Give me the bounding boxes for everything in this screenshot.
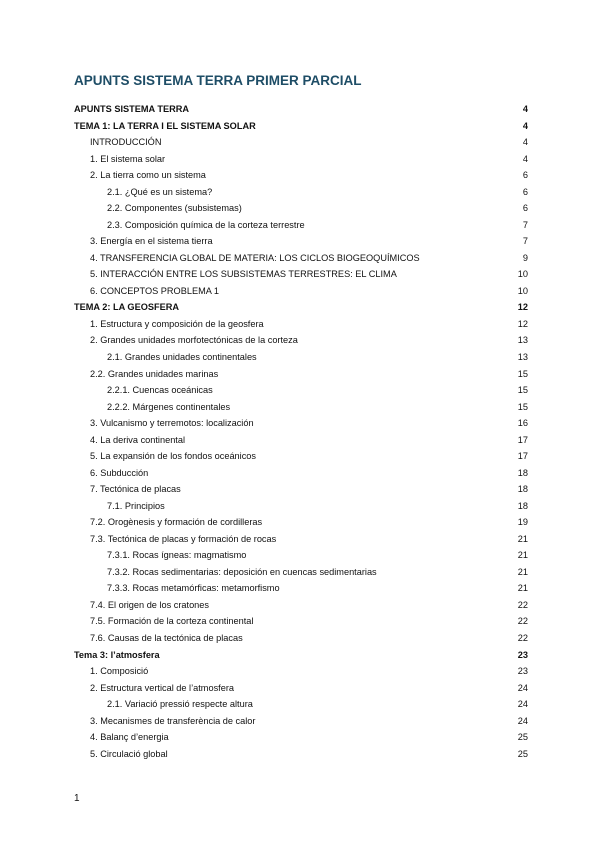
- toc-entry-title: TEMA 1: LA TERRA I EL SISTEMA SOLAR: [74, 120, 256, 131]
- toc-entry[interactable]: [74, 233, 528, 250]
- toc-entry[interactable]: [74, 663, 528, 680]
- toc-entry-title: 2.1. ¿Qué es un sistema?: [107, 186, 213, 197]
- toc-entry-page: 12: [517, 302, 528, 313]
- toc-entry[interactable]: [74, 167, 528, 184]
- toc-entry-page: 22: [517, 599, 528, 610]
- toc-entry-title: 1. El sistema solar: [90, 153, 166, 164]
- toc-entry-page: 21: [517, 583, 528, 594]
- toc-entry[interactable]: [74, 266, 528, 283]
- toc-entry[interactable]: [74, 564, 528, 581]
- toc-entry-page: 18: [517, 484, 528, 495]
- toc-entry-page: 7: [522, 219, 528, 230]
- toc-entry-title: INTRODUCCIÓN: [90, 137, 162, 148]
- toc-entry-title: 2.2.1. Cuencas oceánicas: [107, 385, 213, 396]
- toc-entry-title: 2. Grandes unidades morfotectónicas de la corteza: [90, 335, 298, 346]
- toc-entry-title: 3. Mecanismes de transferència de calor: [90, 715, 256, 726]
- toc-entry[interactable]: [74, 647, 528, 664]
- toc-entry-title: 5. INTERACCIÓN ENTRE LOS SUBSISTEMAS TERRESTRES: EL CLIMA: [90, 269, 397, 280]
- toc-entry[interactable]: [74, 547, 528, 564]
- toc-entry[interactable]: [74, 713, 528, 730]
- toc-entry-page: 10: [517, 269, 528, 280]
- toc-entry-page: 4: [522, 137, 528, 148]
- toc-entry-page: 24: [517, 699, 528, 710]
- toc-entry-title: 5. Circulació global: [90, 748, 168, 759]
- toc-entry-page: 12: [517, 318, 528, 329]
- toc-entry-page: 25: [517, 748, 528, 759]
- toc-entry-page: 16: [517, 418, 528, 429]
- toc-entry[interactable]: [74, 531, 528, 548]
- toc-entry-page: 24: [517, 715, 528, 726]
- toc-entry-page: 7: [522, 236, 528, 247]
- toc-entry-title: 2. Estructura vertical de l’atmosfera: [90, 682, 234, 693]
- toc-entry-title: 4. Balanç d’energia: [90, 732, 169, 743]
- toc-entry[interactable]: [74, 613, 528, 630]
- toc-entry[interactable]: [74, 118, 528, 135]
- toc-entry[interactable]: [74, 200, 528, 217]
- toc-entry-title: 7. Tectónica de placas: [90, 484, 181, 495]
- toc-entry-title: 5. La expansión de los fondos oceánicos: [90, 451, 257, 462]
- toc-entry-page: 23: [517, 666, 528, 677]
- toc-entry-title: 2.2. Componentes (subsistemas): [107, 203, 242, 214]
- toc-entry[interactable]: [74, 332, 528, 349]
- toc-entry-title: 7.4. El origen de los cratones: [90, 599, 209, 610]
- toc-entry[interactable]: [74, 432, 528, 449]
- toc-entry-page: 17: [517, 434, 528, 445]
- toc-entry-title: 7.1. Principios: [107, 500, 165, 511]
- toc-entry-page: 22: [517, 616, 528, 627]
- toc-entry-title: Tema 3: l’atmosfera: [74, 649, 160, 660]
- toc-entry[interactable]: [74, 399, 528, 416]
- toc-entry-title: 7.3.2. Rocas sedimentarias: deposición en cuencas sedimentarias: [107, 566, 377, 577]
- toc-entry[interactable]: [74, 184, 528, 201]
- toc-entry-title: 7.2. Orogènesis y formación de cordilleras: [90, 517, 263, 528]
- toc-entry-title: 7.3. Tectónica de placas y formación de rocas: [90, 533, 277, 544]
- toc-entry-page: 18: [517, 467, 528, 478]
- toc-entry-page: 23: [517, 649, 528, 660]
- toc-entry[interactable]: [74, 349, 528, 366]
- toc-entry[interactable]: [74, 514, 528, 531]
- toc-entry-title: 6. Subducción: [90, 467, 149, 478]
- toc-entry[interactable]: [74, 696, 528, 713]
- toc-entry[interactable]: [74, 580, 528, 597]
- toc-entry[interactable]: [74, 134, 528, 151]
- toc-entry-title: 7.5. Formación de la corteza continental: [90, 616, 254, 627]
- toc-entry-title: 2.3. Composición química de la corteza terrestre: [107, 219, 305, 230]
- toc-entry-page: 13: [517, 335, 528, 346]
- table-of-contents: [74, 101, 528, 762]
- toc-entry-page: 15: [517, 385, 528, 396]
- toc-entry[interactable]: [74, 382, 528, 399]
- toc-entry[interactable]: [74, 481, 528, 498]
- toc-entry-title: 3. Energía en el sistema tierra: [90, 236, 213, 247]
- toc-entry-title: 2.2.2. Márgenes continentales: [107, 401, 231, 412]
- toc-entry-page: 10: [517, 285, 528, 296]
- toc-entry-page: 15: [517, 401, 528, 412]
- toc-entry[interactable]: [74, 316, 528, 333]
- toc-entry[interactable]: [74, 465, 528, 482]
- toc-entry-title: 1. Estructura y composición de la geosfera: [90, 318, 264, 329]
- document-title: APUNTS SISTEMA TERRA PRIMER PARCIAL: [74, 73, 362, 88]
- toc-entry-page: 24: [517, 682, 528, 693]
- toc-entry-page: 6: [522, 203, 528, 214]
- toc-entry[interactable]: [74, 729, 528, 746]
- toc-entry-title: APUNTS SISTEMA TERRA: [74, 104, 190, 114]
- toc-entry-page: 6: [522, 186, 528, 197]
- toc-entry[interactable]: [74, 746, 528, 763]
- toc-entry-title: 3. Vulcanismo y terremotos: localización: [90, 418, 254, 429]
- toc-entry-title: TEMA 2: LA GEOSFERA: [74, 302, 179, 313]
- toc-entry-page: 4: [522, 153, 528, 164]
- toc-entry-title: 7.6. Causas de la tectónica de placas: [90, 633, 243, 643]
- toc-entry-page: 22: [517, 633, 528, 643]
- toc-entry-title: 4. La deriva continental: [90, 434, 186, 445]
- toc-entry-page: 21: [517, 533, 528, 544]
- toc-entry-page: 15: [517, 368, 528, 379]
- toc-entry-page: 4: [522, 120, 528, 131]
- toc-entry[interactable]: [74, 151, 528, 168]
- toc-entry[interactable]: [74, 283, 528, 300]
- page-number: 1: [74, 793, 80, 804]
- toc-entry[interactable]: [74, 299, 528, 316]
- toc-entry-title: 7.3.1. Rocas ígneas: magmatismo: [107, 550, 247, 561]
- toc-entry-title: 2.2. Grandes unidades marinas: [90, 368, 219, 379]
- toc-entry-title: 7.3.3. Rocas metamórficas: metamorfismo: [107, 583, 280, 594]
- toc-entry[interactable]: [74, 498, 528, 515]
- toc-entry-page: 18: [517, 500, 528, 511]
- toc-entry-title: 2.1. Grandes unidades continentales: [107, 351, 257, 362]
- toc-entry-title: 1. Composició: [90, 666, 149, 677]
- toc-entry[interactable]: [74, 597, 528, 614]
- toc-entry-title: 2. La tierra como un sistema: [90, 170, 206, 181]
- toc-entry[interactable]: [74, 250, 528, 267]
- toc-entry[interactable]: [74, 448, 528, 465]
- toc-entry-page: 21: [517, 550, 528, 561]
- toc-entry-page: 4: [522, 104, 528, 114]
- toc-entry-title: 6. CONCEPTOS PROBLEMA 1: [90, 285, 220, 296]
- toc-entry-page: 17: [517, 451, 528, 462]
- toc-entry[interactable]: [74, 217, 528, 234]
- toc-entry[interactable]: [74, 366, 528, 383]
- toc-entry[interactable]: [74, 680, 528, 697]
- toc-entry[interactable]: [74, 101, 528, 118]
- toc-entry-page: 13: [517, 351, 528, 362]
- toc-entry-page: 21: [517, 566, 528, 577]
- toc-entry-title: 4. TRANSFERENCIA GLOBAL DE MATERIA: LOS CICLOS BIOGEOQUÍMICOS: [90, 252, 420, 263]
- toc-entry[interactable]: [74, 415, 528, 432]
- toc-entry-page: 25: [517, 732, 528, 743]
- toc-entry-title: 2.1. Variació pressió respecte altura: [107, 699, 253, 710]
- toc-entry[interactable]: [74, 630, 528, 647]
- toc-entry-page: 6: [522, 170, 528, 181]
- toc-entry-page: 9: [522, 252, 528, 263]
- toc-entry-page: 19: [517, 517, 528, 528]
